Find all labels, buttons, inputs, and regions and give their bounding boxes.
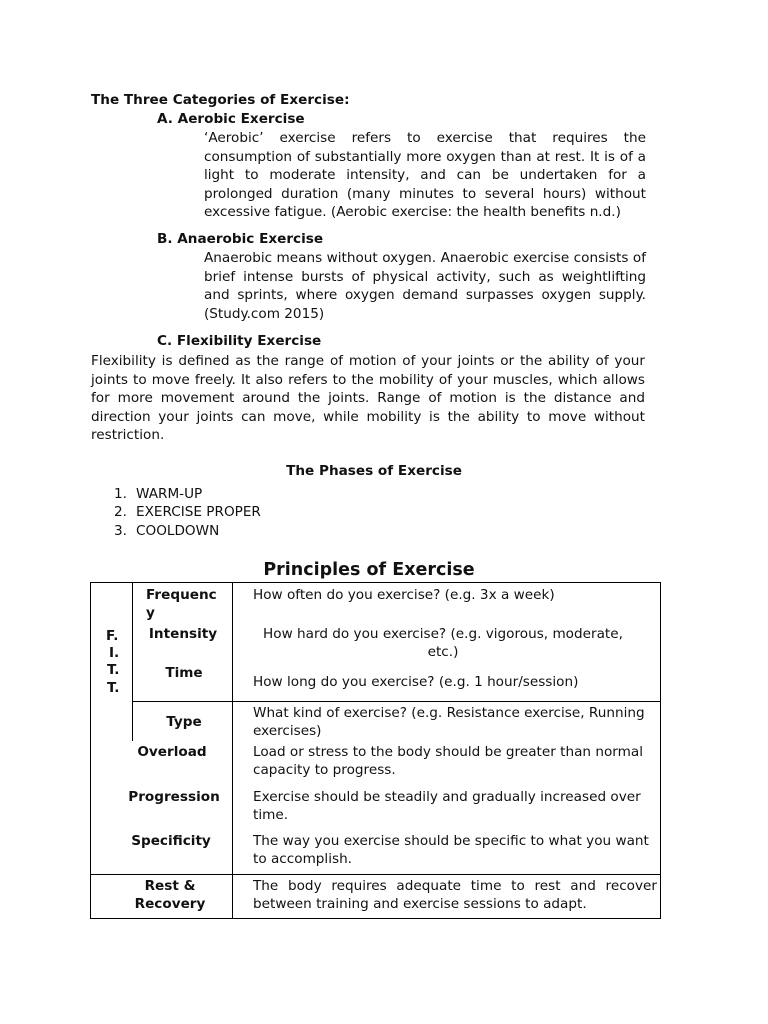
principle-rest-recovery-label: Rest & Recovery bbox=[134, 878, 206, 912]
principle-intensity-label: Intensity bbox=[148, 626, 218, 642]
table-border-right bbox=[660, 582, 661, 919]
fitt-divider-column bbox=[132, 582, 133, 741]
principle-time-label: Time bbox=[165, 665, 203, 681]
principle-frequency-label: Frequenc y bbox=[146, 587, 217, 621]
fitt-letter: T. bbox=[107, 680, 120, 696]
principle-type-label: Type bbox=[166, 714, 202, 730]
principles-title: Principles of Exercise bbox=[263, 560, 475, 580]
principle-progression-desc: Exercise should be steadily and gradually increased over time. bbox=[253, 789, 641, 823]
fitt-letter: F. bbox=[106, 628, 119, 644]
table-divider-column bbox=[232, 582, 233, 919]
principle-overload-label: Overload bbox=[137, 744, 207, 760]
phases-title: The Phases of Exercise bbox=[286, 463, 462, 479]
principle-progression-label: Progression bbox=[128, 789, 220, 805]
principle-specificity-desc: The way you exercise should be specific to what you want to accomplish. bbox=[253, 833, 649, 867]
phase-number: 1. bbox=[114, 486, 127, 502]
document-title: The Three Categories of Exercise: bbox=[91, 92, 350, 108]
phase-exercise-proper: EXERCISE PROPER bbox=[136, 504, 261, 520]
principle-rest-recovery-desc: The body requires adequate time to rest and recover between training and exercise sessions to adapt. bbox=[253, 878, 657, 912]
principle-type-desc: What kind of exercise? (e.g. Resistance exercise, Running exercises) bbox=[253, 705, 645, 739]
aerobic-heading: A. Aerobic Exercise bbox=[157, 111, 305, 127]
anaerobic-body: Anaerobic means without oxygen. Anaerobic exercise consists of brief intense bursts of physical activity, such as weightlifting and sprints, where oxygen demand surpasses oxygen supply. (Study.com 2015) bbox=[204, 250, 646, 322]
principle-overload-desc: Load or stress to the body should be greater than normal capacity to progress. bbox=[253, 744, 643, 778]
fitt-letter: T. bbox=[107, 662, 120, 678]
phase-cooldown: COOLDOWN bbox=[136, 523, 220, 539]
principle-frequency-desc: How often do you exercise? (e.g. 3x a week) bbox=[253, 587, 555, 603]
principle-specificity-label: Specificity bbox=[131, 833, 211, 849]
table-border-left bbox=[90, 582, 91, 919]
principle-intensity-desc: How hard do you exercise? (e.g. vigorous, moderate, etc.) bbox=[263, 626, 623, 660]
table-divider-row bbox=[90, 874, 661, 875]
aerobic-body: ‘Aerobic’ exercise refers to exercise that requires the consumption of substantially more oxygen than at rest. It is of a light to moderate intensity, and can be undertaken for a prolonged duration (many minutes to several hours) without excessive fatigue. (Aerobic exercise: the health benefits n.d.) bbox=[204, 130, 646, 220]
principle-time-desc: How long do you exercise? (e.g. 1 hour/session) bbox=[253, 674, 579, 690]
table-border-bottom bbox=[90, 918, 661, 919]
flexibility-body: Flexibility is defined as the range of motion of your joints or the ability of your joints to move freely. It also refers to the mobility of your muscles, which allows for more movement around the joints. Range of motion is the distance and direction your joints can move, while mobility is the ability to move without restriction. bbox=[91, 353, 645, 443]
phase-warm-up: WARM-UP bbox=[136, 486, 203, 502]
flexibility-heading: C. Flexibility Exercise bbox=[157, 333, 322, 349]
phase-number: 2. bbox=[114, 504, 127, 520]
phase-number: 3. bbox=[114, 523, 127, 539]
table-divider-row bbox=[132, 701, 661, 702]
fitt-letter: I. bbox=[109, 645, 120, 661]
anaerobic-heading: B. Anaerobic Exercise bbox=[157, 231, 324, 247]
table-border-top bbox=[90, 582, 661, 583]
